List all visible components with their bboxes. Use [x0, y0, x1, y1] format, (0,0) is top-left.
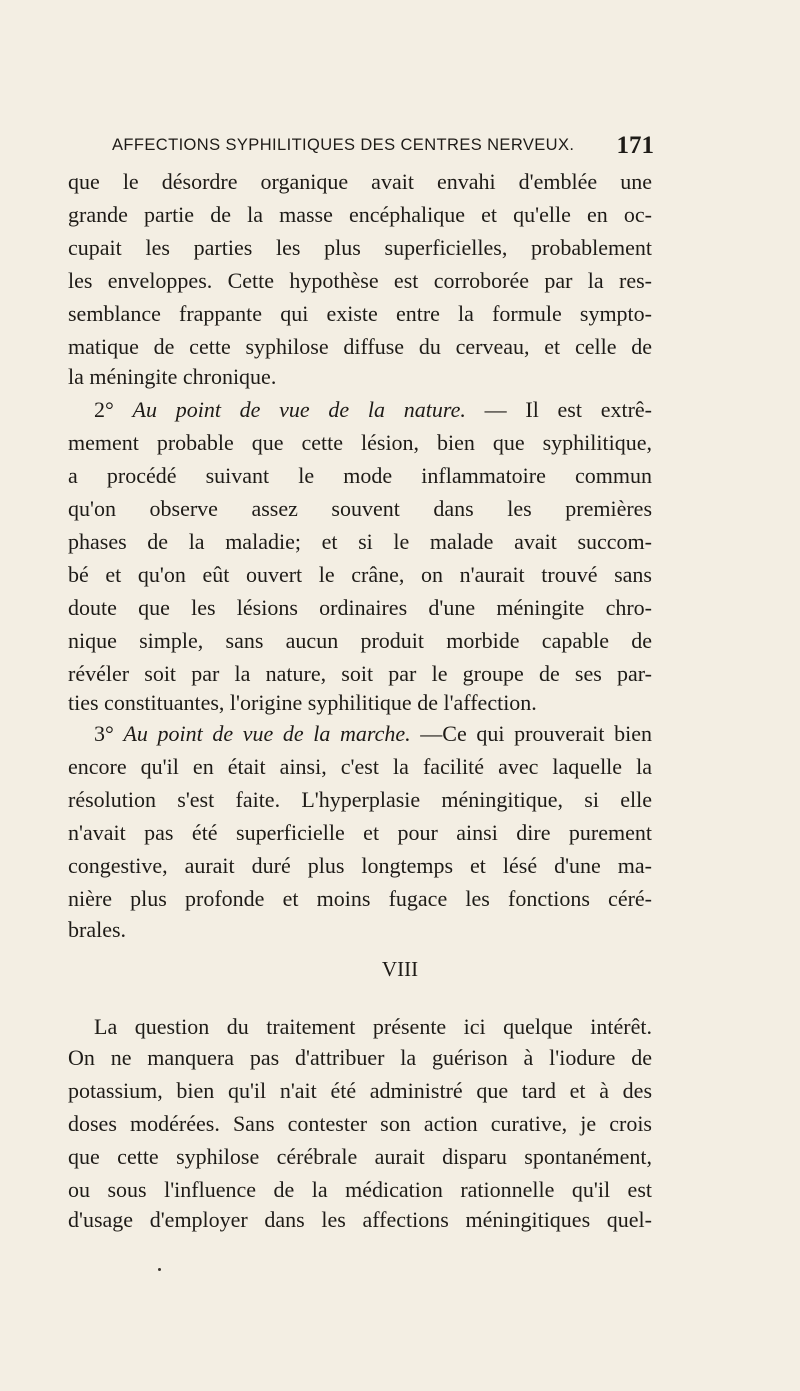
- section-title: VIII: [381, 957, 419, 981]
- paragraph-1-line: cupait les parties les plus superficielles, probablement: [68, 235, 652, 260]
- ink-speck: [158, 1268, 161, 1271]
- paragraph-3-first-line-rest: —Ce qui prouverait bien: [420, 721, 652, 746]
- paragraph-4-line: que cette syphilose cérébrale aurait disparu spontanément,: [68, 1144, 652, 1169]
- paragraph-3-heading: Au point de vue de la marche.: [123, 721, 411, 746]
- paragraph-2-first-line: [94, 395, 652, 425]
- page-header: [112, 132, 654, 158]
- paragraph-1-line: que le désordre organique avait envahi d'emblée une: [68, 169, 652, 194]
- paragraph-3-line: nière plus profonde et moins fugace les fonctions céré-: [68, 886, 652, 911]
- paragraph-1-line: grande partie de la masse encéphalique et qu'elle en oc-: [68, 202, 652, 227]
- paragraph-2-line: a procédé suivant le mode inflammatoire commun: [68, 463, 652, 488]
- paragraph-4-line: d'usage d'employer dans les affections méningitiques quel-: [68, 1207, 652, 1232]
- paragraph-2-line: révéler soit par la nature, soit par le groupe de ses par-: [68, 661, 652, 686]
- paragraph-4-line: On ne manquera pas d'attribuer la guérison à l'iodure de: [68, 1045, 652, 1070]
- paragraph-1-line: semblance frappante qui existe entre la formule sympto-: [68, 301, 652, 326]
- paragraph-3-line: brales.: [68, 917, 127, 942]
- paragraph-3-line: encore qu'il en était ainsi, c'est la facilité avec laquelle la: [68, 754, 652, 779]
- paragraph-2-number: 2°: [94, 397, 114, 422]
- paragraph-2-line: ties constituantes, l'origine syphilitique de l'affection.: [68, 690, 537, 715]
- paragraph-3-line: résolution s'est faite. L'hyperplasie méningitique, si elle: [68, 787, 652, 812]
- paragraph-2-first-line-rest: — Il est extrê-: [484, 397, 653, 422]
- page-number: 171: [616, 132, 654, 159]
- paragraph-1-line: la méningite chronique.: [68, 364, 277, 389]
- paragraph-2-line: bé et qu'on eût ouvert le crâne, on n'aurait trouvé sans: [68, 562, 652, 587]
- paragraph-2-line: nique simple, sans aucun produit morbide capable de: [68, 628, 652, 653]
- paragraph-3-number: 3°: [94, 721, 114, 746]
- paragraph-3-line: n'avait pas été superficielle et pour ainsi dire purement: [68, 820, 652, 845]
- paragraph-1-line: matique de cette syphilose diffuse du cerveau, et celle de: [68, 334, 652, 359]
- paragraph-3-line: congestive, aurait duré plus longtemps et lésé d'une ma-: [68, 853, 652, 878]
- paragraph-4-line: doses modérées. Sans contester son action curative, je crois: [68, 1111, 652, 1136]
- paragraph-1-line: les enveloppes. Cette hypothèse est corroborée par la res-: [68, 268, 652, 293]
- paragraph-4-line: La question du traitement présente ici quelque intérêt.: [94, 1014, 652, 1039]
- paragraph-2-heading: Au point de vue de la nature.: [132, 397, 466, 422]
- paragraph-2-line: doute que les lésions ordinaires d'une méningite chro-: [68, 595, 652, 620]
- paragraph-2-line: qu'on observe assez souvent dans les premières: [68, 496, 652, 521]
- paragraph-4-line: ou sous l'influence de la médication rationnelle qu'il est: [68, 1177, 652, 1202]
- paragraph-3-first-line: [94, 719, 652, 749]
- paragraph-2-line: mement probable que cette lésion, bien que syphilitique,: [68, 430, 652, 455]
- running-head: AFFECTIONS SYPHILITIQUES DES CENTRES NERVEUX.: [112, 136, 575, 154]
- paragraph-4-line: potassium, bien qu'il n'ait été administré que tard et à des: [68, 1078, 652, 1103]
- paragraph-2-line: phases de la maladie; et si le malade avait succom-: [68, 529, 652, 554]
